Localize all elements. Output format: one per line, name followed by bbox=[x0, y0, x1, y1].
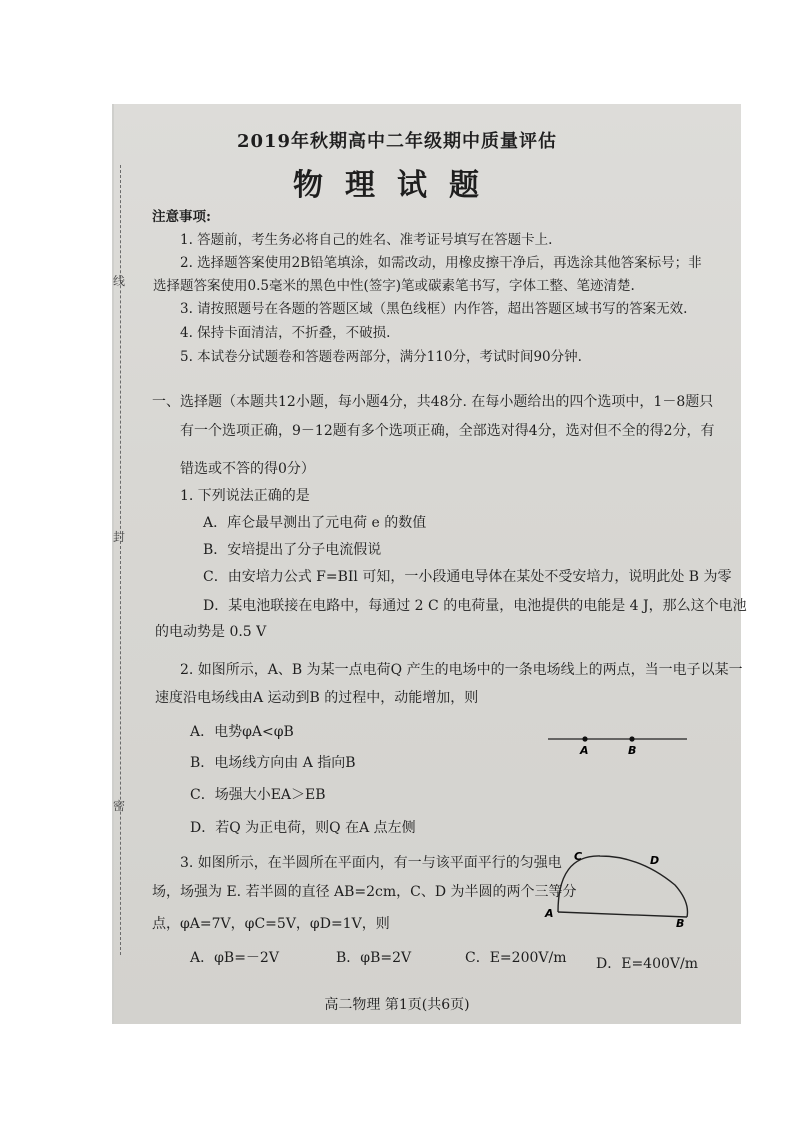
q2-option-c: C．场强大小EA＞EB bbox=[190, 787, 326, 803]
section-heading-line-3: 错选或不答的得0分） bbox=[180, 461, 315, 477]
q1-option-a: A．库仑最早测出了元电荷 e 的数值 bbox=[203, 515, 427, 531]
q3-label-d: D bbox=[650, 854, 660, 867]
q1-option-d-cont: 的电动势是 0.5 V bbox=[155, 624, 267, 640]
q1-option-b: B．安培提出了分子电流假说 bbox=[203, 542, 382, 558]
notice-item-4: 4. 保持卡面清洁，不折叠，不破损. bbox=[180, 325, 391, 341]
q3-stem-line-3: 点，φA=7V，φC=5V，φD=1V，则 bbox=[152, 916, 390, 932]
q3-option-b: B．φB=2V bbox=[336, 950, 412, 966]
notice-heading: 注意事项: bbox=[152, 209, 211, 225]
q3-option-d: D．E=400V/m bbox=[596, 956, 698, 972]
q2-stem-line-1: 2. 如图所示，A、B 为某一点电荷Q 产生的电场中的一条电场线上的两点，当一电子以某一 bbox=[180, 662, 743, 678]
binding-mark-feng: 封 bbox=[113, 530, 126, 544]
q2-label-a: A bbox=[580, 744, 589, 757]
q2-option-d: D．若Q 为正电荷，则Q 在A 点左侧 bbox=[190, 820, 416, 836]
notice-item-2: 2. 选择题答案使用2B铅笔填涂，如需改动，用橡皮擦干净后，再选涂其他答案标号；非 bbox=[180, 255, 702, 271]
binding-mark-mi: 密 bbox=[113, 799, 126, 813]
q3-label-a: A bbox=[545, 907, 554, 920]
binding-mark-xian: 线 bbox=[113, 274, 126, 288]
q3-stem-line-1: 3. 如图所示，在半圆所在平面内，有一与该平面平行的匀强电 bbox=[180, 855, 562, 871]
q2-stem-line-2: 速度沿电场线由A 运动到B 的过程中，动能增加，则 bbox=[155, 690, 479, 706]
notice-item-3: 3. 请按照题号在各题的答题区域（黑色线框）内作答，超出答题区域书写的答案无效. bbox=[180, 301, 688, 317]
section-heading-line-2: 有一个选项正确，9－12题有多个选项正确，全部选对得4分，选对但不全的得2分，有 bbox=[180, 423, 715, 439]
section-heading-line-1: 一、选择题（本题共12小题，每小题4分，共48分. 在每小题给出的四个选项中，1－8题只 bbox=[152, 394, 714, 410]
q3-option-c: C．E=200V/m bbox=[465, 950, 567, 966]
notice-item-5: 5. 本试卷分试题卷和答题卷两部分，满分110分，考试时间90分钟. bbox=[180, 349, 582, 365]
page-footer: 高二物理 第1页(共6页) bbox=[324, 997, 470, 1013]
q1-option-c: C．由安培力公式 F=BIl 可知，一小段通电导体在某处不受安培力，说明此处 B 为零 bbox=[203, 569, 732, 585]
notice-item-2-cont: 选择题答案使用0.5毫米的黑色中性(签字)笔或碳素笔书写，字体工整、笔迹清楚. bbox=[153, 278, 635, 294]
exam-subtitle: 2019年秋期高中二年级期中质量评估 bbox=[236, 131, 558, 152]
q2-label-b: B bbox=[628, 744, 637, 757]
q2-option-a: A．电势φA<φB bbox=[190, 724, 294, 740]
q3-label-c: C bbox=[574, 850, 583, 863]
notice-item-1: 1. 答题前，考生务必将自己的姓名、准考证号填写在答题卡上. bbox=[180, 232, 553, 248]
q3-stem-line-2: 场，场强为 E. 若半圆的直径 AB=2cm，C、D 为半圆的两个三等分 bbox=[152, 884, 577, 900]
q1-option-d: D．某电池联接在电路中，每通过 2 C 的电荷量，电池提供的电能是 4 J，那么这个电池 bbox=[203, 598, 747, 614]
q3-label-b: B bbox=[676, 917, 685, 930]
q2-option-b: B．电场线方向由 A 指向B bbox=[190, 755, 356, 771]
q1-stem: 1. 下列说法正确的是 bbox=[180, 488, 310, 504]
q3-option-a: A．φB=－2V bbox=[190, 950, 279, 966]
exam-title: 物理试题 bbox=[293, 168, 501, 203]
